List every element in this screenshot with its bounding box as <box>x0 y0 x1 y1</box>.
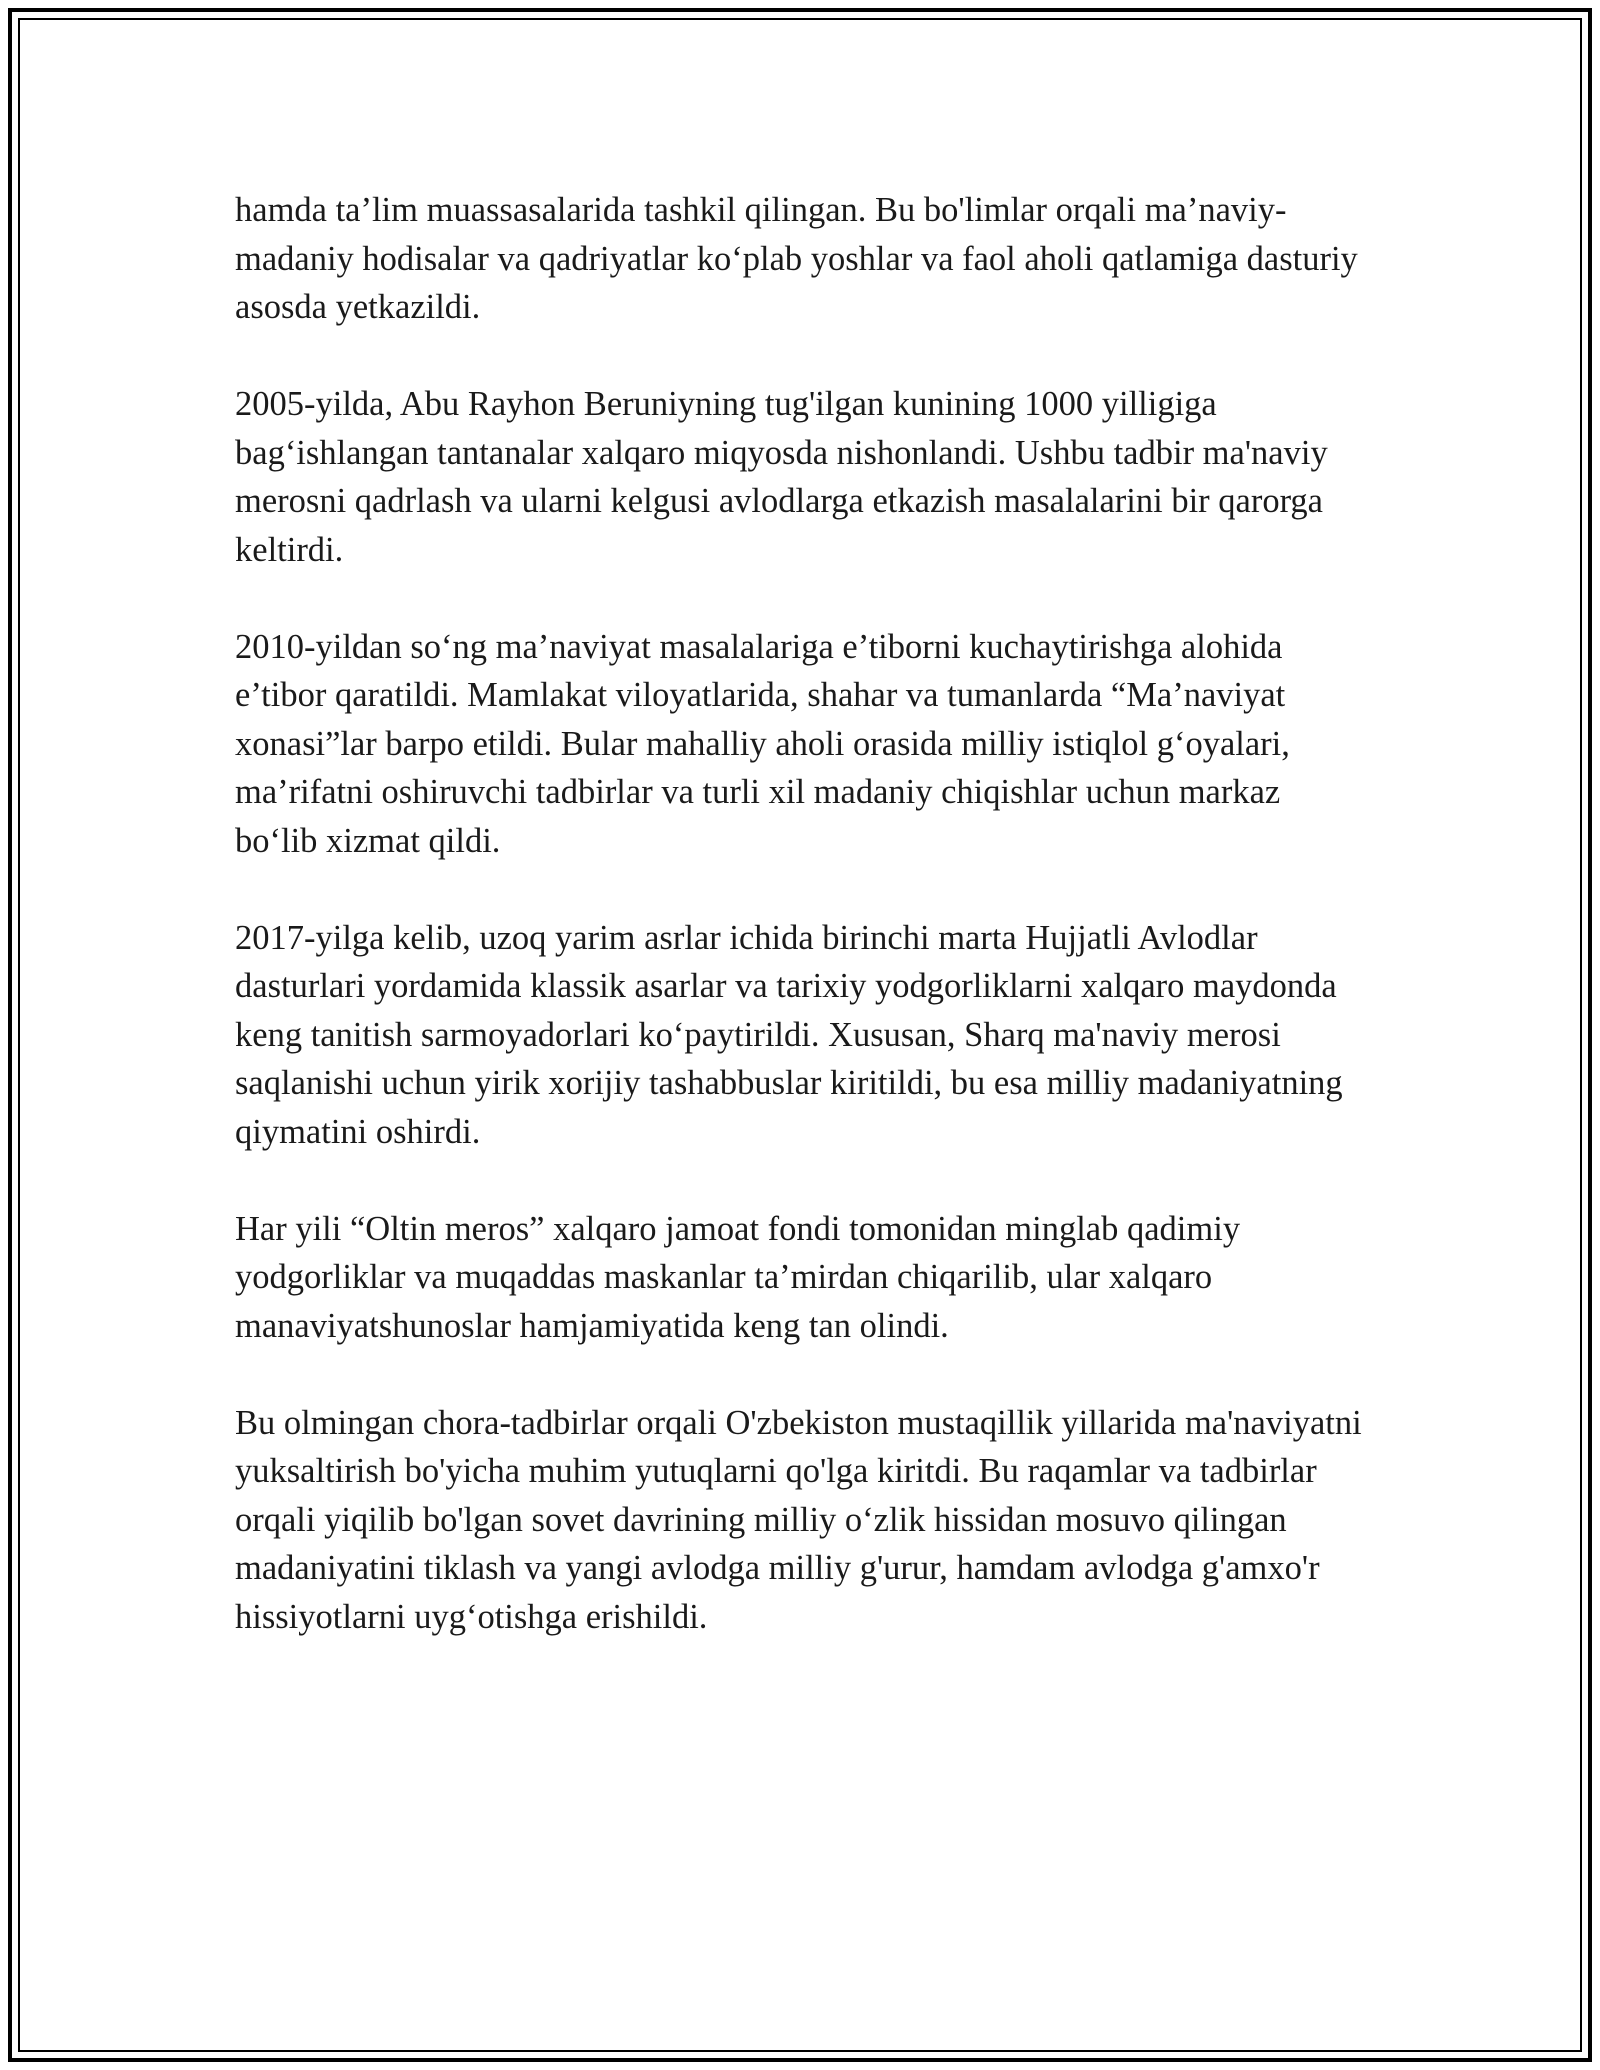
paragraph-1: hamda ta’lim muassasalarida tashkil qilingan. Bu bo'limlar orqali ma’naviy-madaniy hodisalar va qadriyatlar ko‘plab yoshlar va faol aholi qatlamiga dasturiy asosda yetkazildi. <box>235 191 1358 326</box>
paragraph-5: Har yili “Oltin meros” xalqaro jamoat fondi tomonidan minglab qadimiy yodgorliklar va muqaddas maskanlar ta’mirdan chiqarilib, ular xalqaro manaviyatshunoslar hamjamiyatida keng tan olindi. <box>235 1209 1241 1345</box>
paragraph-6: Bu olmingan chora-tadbirlar orqali O'zbekiston mustaqillik yillarida ma'naviyatni yuksaltirish bo'yicha muhim yutuqlarni qo'lga kiritdi. Bu raqamlar va tadbirlar orqali yiqilib bo'lgan sovet davrining milliy o‘zlik hissidan mosuvo qilingan madaniyatini tiklash va yangi avlodga milliy g'urur, hamdam avlodga g'amxo'r hissiyotlarni uyg‘otishga erishildi. <box>235 1403 1362 1636</box>
paragraph-2: 2005-yilda, Abu Rayhon Beruniyning tug'ilgan kunining 1000 yilligiga bag‘ishlangan tantanalar xalqaro miqyosda nishonlandi. Ushbu tadbir ma'naviy merosni qadrlash va ularni kelgusi avlodlarga etkazish masalalarini bir qarorga keltirdi. <box>235 385 1328 569</box>
paragraph-4: 2017-yilga kelib, uzoq yarim asrlar ichida birinchi marta Hujjatli Avlodlar dasturlari yordamida klassik asarlar va tarixiy yodgorliklarni xalqaro maydonda keng tanitish sarmoyadorlari ko‘paytirildi. Xususan, Sharq ma'naviy merosi saqlanishi uchun yirik xorijiy tashabbuslar kiritildi, bu esa milliy madaniyatning qiymatini oshirdi. <box>235 918 1343 1151</box>
paragraph-3: 2010-yildan so‘ng ma’naviyat masalalariga e’tiborni kuchaytirishga alohida e’tibor qaratildi. Mamlakat viloyatlarida, shahar va tumanlarda “Ma’naviyat xonasi”lar barpo etildi. Bular mahalliy aholi orasida milliy istiqlol g‘oyalari, ma’rifatni oshiruvchi tadbirlar va turli xil madaniy chiqishlar uchun markaz bo‘lib xizmat qildi. <box>235 627 1290 860</box>
document-body <box>235 186 1370 1641</box>
